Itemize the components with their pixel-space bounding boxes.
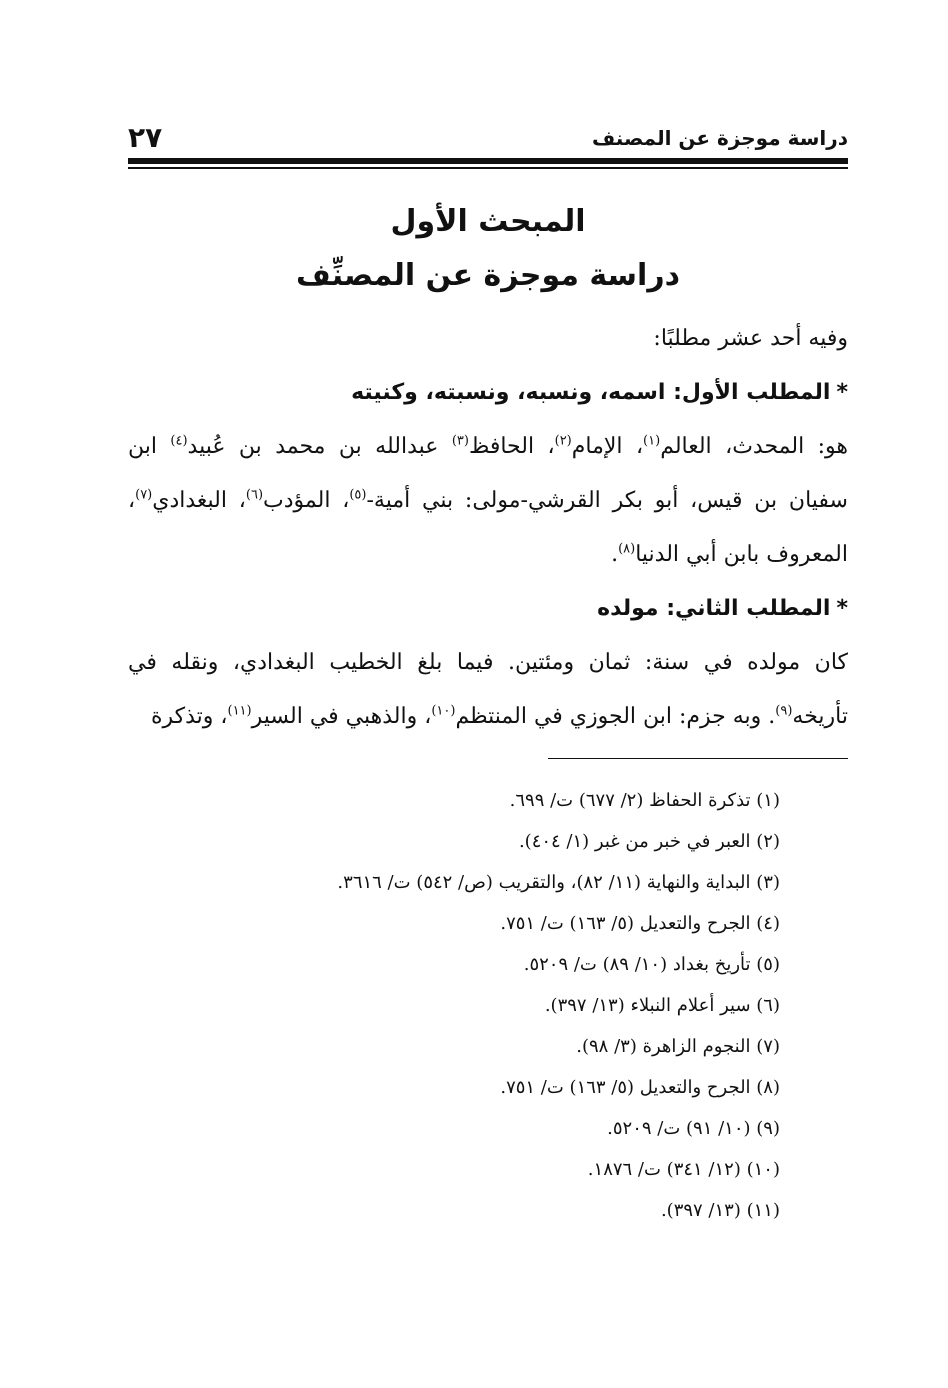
footnote-item: (١٠) (١٢/ ٣٤١) ت/ ١٨٧٦. bbox=[587, 1159, 780, 1180]
footnote-ref[interactable]: (١) bbox=[643, 433, 661, 449]
footnote-ref[interactable]: (٤) bbox=[170, 433, 188, 449]
header-rule-thick bbox=[128, 158, 848, 164]
footnote-ref[interactable]: (٦) bbox=[245, 487, 264, 503]
footnote-item: (٣) البداية والنهاية (١١/ ٨٢)، والتقريب (ص/ ٥٤٢) ت/ ٣٦١٦. bbox=[337, 872, 780, 893]
footnotes-list bbox=[128, 780, 780, 1231]
footnote-item: (٩) (١٠/ ٩١) ت/ ٥٢٠٩. bbox=[607, 1118, 780, 1139]
footnote-item: (٢) العبر في خبر من غبر (١/ ٤٠٤). bbox=[518, 831, 780, 852]
footnote-ref[interactable]: (٧) bbox=[135, 487, 153, 503]
footnote-item: (٥) تأريخ بغداد (١٠/ ٨٩) ت/ ٥٢٠٩. bbox=[523, 954, 780, 975]
header-rule-thin bbox=[128, 167, 848, 169]
chapter-subtitle: دراسة موجزة عن المصنِّف bbox=[295, 258, 681, 293]
footnote-ref[interactable]: (١١) bbox=[227, 703, 252, 719]
footnote-item: (١) تذكرة الحفاظ (٢/ ٦٧٧) ت/ ٦٩٩. bbox=[509, 790, 780, 811]
section-paragraph-2 bbox=[128, 636, 848, 744]
footnote-ref[interactable]: (٩) bbox=[775, 703, 793, 719]
text-run: . bbox=[611, 542, 619, 567]
text-run: ، المؤدب bbox=[263, 488, 350, 513]
text-run: ، البغدادي bbox=[152, 488, 246, 513]
section-heading-2 bbox=[128, 582, 848, 636]
page-number: ٢٧ bbox=[128, 121, 163, 154]
text-run: ، الإمام bbox=[571, 434, 644, 459]
footnote-ref[interactable]: (٥) bbox=[349, 487, 367, 503]
footnote-item: (٨) الجرح والتعديل (٥/ ١٦٣) ت/ ٧٥١. bbox=[500, 1077, 780, 1098]
footnote-separator bbox=[548, 758, 848, 759]
text-run: . وبه جزم: ابن الجوزي في المنتظم bbox=[455, 704, 776, 729]
page-header bbox=[128, 110, 848, 160]
text-run: ، وتذكرة bbox=[150, 704, 228, 729]
text-run: ، الحافظ bbox=[468, 434, 555, 459]
text-run: كان مولده في سنة: ثمان ومئتين. فيما بلغ الخطيب البغدادي، ونقله في تأريخه bbox=[128, 650, 848, 729]
section-heading-1 bbox=[128, 366, 848, 420]
footnote-ref[interactable]: (٣) bbox=[451, 433, 469, 449]
footnote-item: (٤) الجرح والتعديل (٥/ ١٦٣) ت/ ٧٥١. bbox=[500, 913, 780, 934]
footnote-item: (١١) (١٣/ ٣٩٧). bbox=[660, 1200, 780, 1221]
intro-line: وفيه أحد عشر مطلبًا: bbox=[653, 326, 848, 351]
text-run: ابن سفيان بن قيس، أبو بكر القرشي-مولى: بني أمية- bbox=[128, 434, 848, 513]
section-heading-text: المطلب الثاني: مولده bbox=[597, 596, 831, 621]
star-bullet: * bbox=[836, 380, 848, 405]
star-bullet: * bbox=[836, 596, 848, 621]
chapter-title: المبحث الأول bbox=[390, 204, 586, 239]
section-paragraph-1 bbox=[128, 420, 848, 582]
text-run: هو: المحدث، العالم bbox=[660, 434, 848, 459]
running-title: دراسة موجزة عن المصنف bbox=[591, 126, 848, 150]
footnote-item: (٦) سير أعلام النبلاء (١٣/ ٣٩٧). bbox=[544, 995, 780, 1016]
footnote-ref[interactable]: (٢) bbox=[554, 433, 572, 449]
footnote-ref[interactable]: (١٠) bbox=[431, 703, 456, 719]
footnote-ref[interactable]: (٨) bbox=[618, 541, 636, 557]
text-run: عبدالله بن محمد بن عُبيد bbox=[187, 434, 452, 459]
section-heading-text: المطلب الأول: اسمه، ونسبه، ونسبته، وكنيته bbox=[351, 380, 831, 405]
text-run: ، والذهبي في السير bbox=[251, 704, 432, 729]
footnote-item: (٧) النجوم الزاهرة (٣/ ٩٨). bbox=[576, 1036, 780, 1057]
main-text bbox=[128, 312, 848, 744]
text-run: ، المعروف بابن أبي الدنيا bbox=[128, 488, 848, 567]
